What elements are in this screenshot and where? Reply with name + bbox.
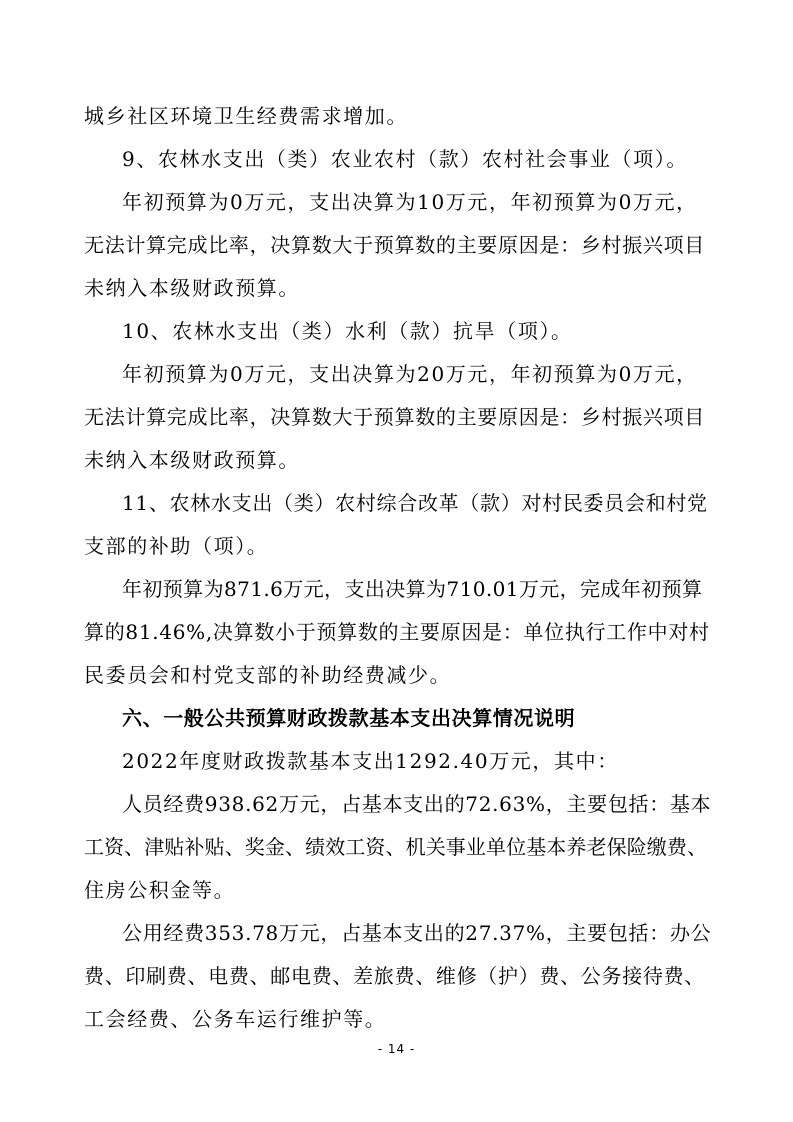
paragraph-line: 人员经费938.62万元，占基本支出的72.63%，主要包括：基本 [122,792,712,816]
paragraph-line: 民委员会和村党支部的补助经费减少。 [84,663,452,687]
paragraph-line: 年初预算为0万元，支出决算为20万元，年初预算为0万元， [122,362,698,386]
paragraph-line: 2022年度财政拨款基本支出1292.40万元，其中： [122,749,619,773]
item-heading-9: 9、农林水支出（类）农业农村（款）农村社会事业（项）。 [122,147,688,171]
paragraph-line: 公用经费353.78万元，占基本支出的27.37%，主要包括：办公 [122,921,712,945]
paragraph-line: 年初预算为871.6万元，支出决算为710.01万元，完成年初预算 [122,577,703,601]
paragraph-line: 无法计算完成比率，决算数大于预算数的主要原因是：乡村振兴项目 [84,405,705,429]
paragraph-line: 算的81.46%,决算数小于预算数的主要原因是：单位执行工作中对村 [84,620,710,644]
paragraph-line: 工会经费、公务车运行维护等。 [84,1007,387,1031]
paragraph-line: 城乡社区环境卫生经费需求增加。 [84,104,408,128]
paragraph-line: 工资、津贴补贴、奖金、绩效工资、机关事业单位基本养老保险缴费、 [84,835,708,859]
paragraph-line: 无法计算完成比率，决算数大于预算数的主要原因是：乡村振兴项目 [84,233,705,257]
paragraph-line: 未纳入本级财政预算。 [84,448,300,472]
paragraph-line: 费、印刷费、电费、邮电费、差旅费、维修（护）费、公务接待费、 [84,964,705,988]
page-number: - 14 - [377,1042,416,1056]
paragraph-line: 支部的补助（项）。 [84,534,269,558]
item-heading-10: 10、农林水支出（类）水利（款）抗旱（项）。 [122,319,573,343]
item-heading-11: 11、农林水支出（类）农村综合改革（款）对村民委员会和村党 [122,491,708,515]
section-heading: 六、一般公共预算财政拨款基本支出决算情况说明 [122,706,576,730]
paragraph-line: 年初预算为0万元，支出决算为10万元，年初预算为0万元， [122,190,698,214]
paragraph-line: 未纳入本级财政预算。 [84,276,300,300]
paragraph-line: 住房公积金等。 [84,878,236,902]
